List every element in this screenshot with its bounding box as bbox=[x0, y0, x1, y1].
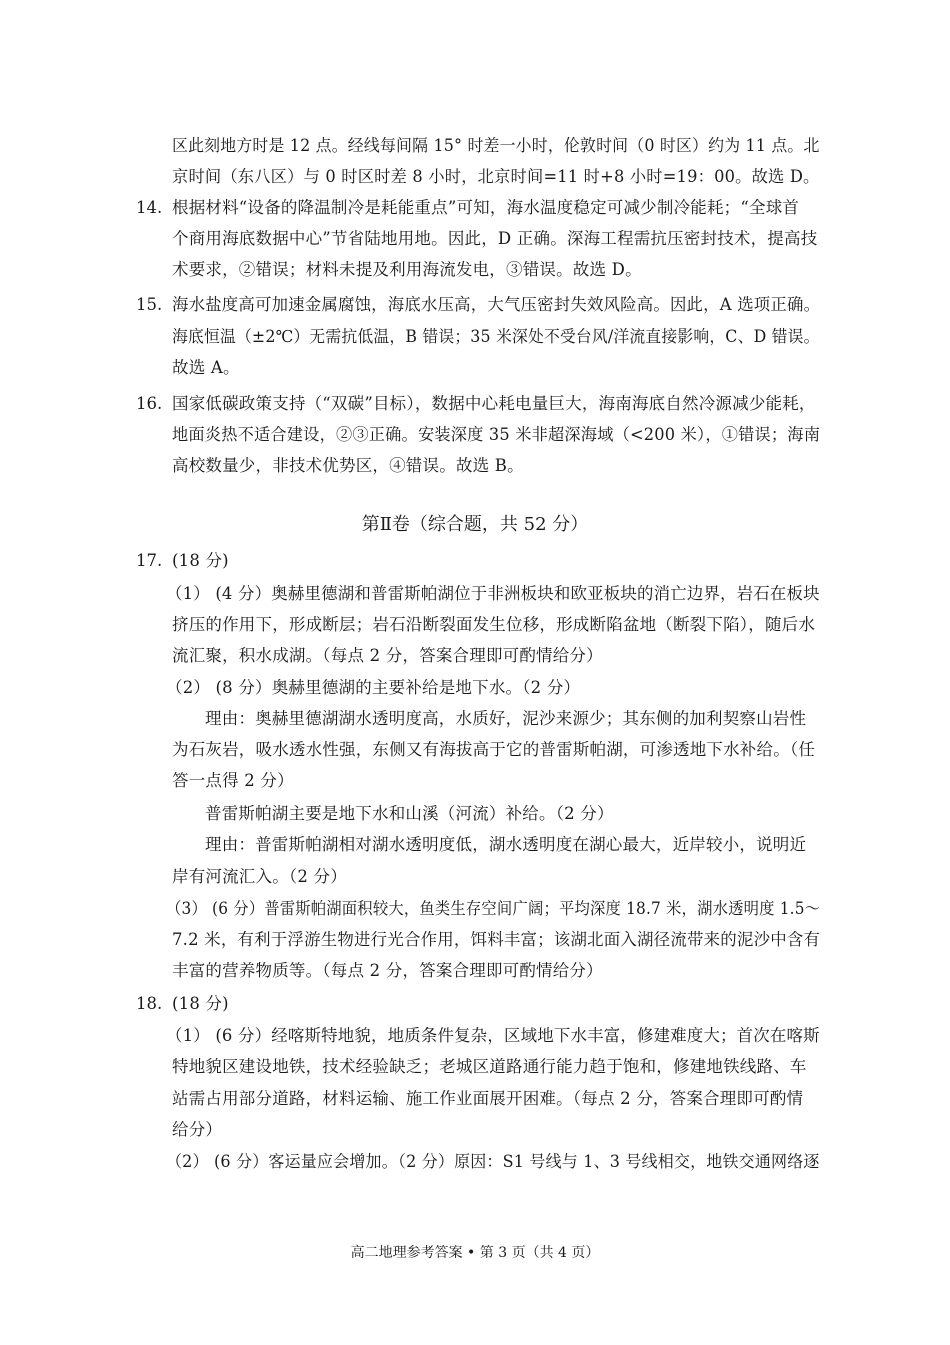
q13-line-1: 区此刻地方时是 12 点。经线每间隔 15° 时差一小时，伦敦时间（0 时区）约为 11 点。北 bbox=[172, 136, 820, 155]
q18-part1-line-4: 给分） bbox=[172, 1120, 223, 1139]
q16-number: 16. bbox=[136, 394, 163, 413]
q17-part1-line-3: 流汇聚，积水成湖。（每点 2 分，答案合理即可酌情给分） bbox=[172, 646, 603, 665]
q17-part1-line-2: 挤压的作用下，形成断层；岩石沿断裂面发生位移，形成断陷盆地（断裂下陷），随后水 bbox=[172, 615, 816, 634]
q14-line-2: 个商用海底数据中心”节省陆地用地。因此，D 正确。深海工程需抗压密封技术，提高技 bbox=[172, 229, 818, 248]
q18-score: (18 分) bbox=[172, 994, 229, 1013]
q17-part3-line-1: （3） (6 分）普雷斯帕湖面积较大，鱼类生存空间广阔；平均深度 18.7 米，湖水透明度 1.5～ bbox=[166, 899, 821, 918]
q18-part1-line-3: 站需占用部分道路，材料运输、施工作业面展开困难。（每点 2 分，答案合理即可酌情 bbox=[172, 1089, 804, 1108]
q17-part2-line-5: 普雷斯帕湖主要是地下水和山溪（河流）补给。（2 分） bbox=[205, 804, 614, 823]
q18-part1-line-2: 特地貌区建设地铁，技术经验缺乏；老城区道路通行能力趋于饱和，修建地铁线路、车 bbox=[172, 1057, 807, 1076]
q17-part2-line-6: 理由：普雷斯帕湖相对湖水透明度低，湖水透明度在湖心最大，近岸较小，说明近 bbox=[205, 835, 807, 854]
q17-part2-line-2: 理由：奥赫里德湖湖水透明度高，水质好，泥沙来源少；其东侧的加利契察山岩性 bbox=[205, 709, 807, 728]
q15-number: 15. bbox=[136, 295, 163, 314]
q17-part2-line-1: （2） (8 分）奥赫里德湖的主要补给是地下水。（2 分） bbox=[166, 678, 581, 697]
q18-number: 18. bbox=[136, 994, 163, 1013]
q18-part2-line-1: （2） (6 分）客运量应会增加。（2 分）原因：S1 号线与 1、3 号线相交，地铁交通网络逐 bbox=[166, 1152, 820, 1171]
q14-line-3: 术要求，②错误；材料未提及利用海流发电，③错误。故选 D。 bbox=[172, 260, 642, 279]
q15-line-3: 故选 A。 bbox=[172, 358, 240, 377]
q15-line-2: 海底恒温（±2℃）无需抗低温，B 错误；35 米深处不受台风/洋流直接影响，C、D 错误。 bbox=[172, 327, 820, 346]
q14-line-1: 根据材料“设备的降温制冷是耗能重点”可知，海水温度稳定可减少制冷能耗；“全球首 bbox=[172, 198, 800, 217]
q14-number: 14. bbox=[136, 198, 163, 217]
q17-part2-line-3: 为石灰岩，吸水透水性强，东侧又有海拔高于它的普雷斯帕湖，可渗透地下水补给。（任 bbox=[172, 740, 816, 759]
q17-part1-line-1: （1） (4 分）奥赫里德湖和普雷斯帕湖位于非洲板块和欧亚板块的消亡边界，岩石在板块 bbox=[166, 584, 820, 603]
q17-part3-line-3: 丰富的营养物质等。（每点 2 分，答案合理即可酌情给分） bbox=[172, 961, 603, 980]
q16-line-1: 国家低碳政策支持（“双碳”目标），数据中心耗电量巨大，海南海底自然冷源减少能耗， bbox=[172, 394, 816, 413]
section-title: 第Ⅱ卷（综合题，共 52 分） bbox=[361, 514, 589, 535]
q15-line-1: 海水盐度高可加速金属腐蚀，海底水压高，大气压密封失效风险高。因此，A 选项正确。 bbox=[172, 295, 821, 314]
q17-part2-line-7: 岸有河流汇入。（2 分） bbox=[172, 867, 347, 886]
page-footer: 高二地理参考答案 • 第 3 页（共 4 页） bbox=[350, 1245, 600, 1261]
q17-number: 17. bbox=[136, 551, 163, 570]
q16-line-2: 地面炎热不适合建设，②③正确。安装深度 35 米非超深海域（<200 米），①错误；海南 bbox=[172, 425, 821, 444]
q13-line-2: 京时间（东八区）与 0 时区时差 8 小时，北京时间=11 时+8 小时=19：00。故选 D。 bbox=[172, 167, 820, 186]
q18-part1-line-1: （1） (6 分）经喀斯特地貌，地质条件复杂，区域地下水丰富，修建难度大；首次在喀斯 bbox=[166, 1026, 820, 1045]
q17-score: (18 分) bbox=[172, 551, 229, 570]
q16-line-3: 高校数量少，非技术优势区，④错误。故选 B。 bbox=[172, 456, 524, 475]
q17-part3-line-2: 7.2 米，有利于浮游生物进行光合作用，饵料丰富；该湖北面入湖径流带来的泥沙中含有 bbox=[172, 930, 821, 949]
q17-part2-line-4: 答一点得 2 分） bbox=[172, 771, 294, 790]
